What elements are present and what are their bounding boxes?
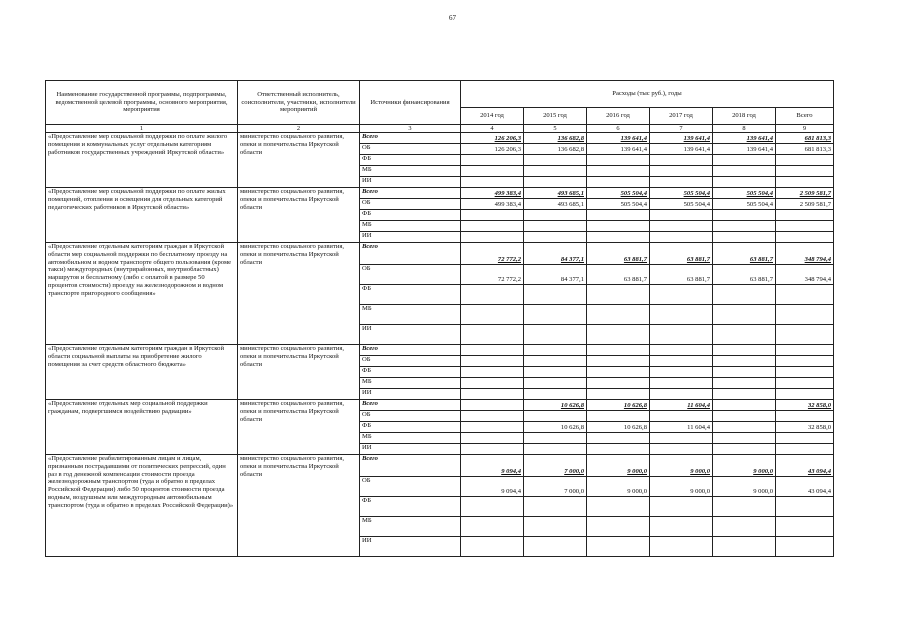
total-value: 43 094,4 — [776, 455, 834, 477]
year-value: 139 641,4 — [713, 133, 776, 144]
year-value: 505 504,4 — [587, 199, 650, 210]
measure-name: «Предоставление отдельным категориям граждан в Иркутской области мер социальной поддержки по бесплатному проезду на автомобильном и водном транспорте общего пользования (кроме такси) междугородных (внутрирайонных, внутриобластных) маршрутов и бесплатному (либо с оплатой в размере 50 процентов стоимости) проезду на железнодорожном и водном транспорте пригородного сообщения» — [46, 243, 238, 345]
header-year: 2018 год — [713, 108, 776, 125]
header-year: 2017 год — [650, 108, 713, 125]
year-value — [587, 389, 650, 400]
year-value — [461, 389, 524, 400]
year-value — [587, 497, 650, 517]
year-value — [650, 210, 713, 221]
total-value — [776, 210, 834, 221]
year-value — [713, 537, 776, 557]
year-value — [650, 221, 713, 232]
year-value — [587, 517, 650, 537]
year-value — [461, 433, 524, 444]
total-value: 681 813,3 — [776, 133, 834, 144]
year-value: 505 504,4 — [713, 188, 776, 199]
year-value — [650, 177, 713, 188]
year-value — [713, 325, 776, 345]
measure-name: «Предоставление отдельных мер социальной поддержки гражданам, подвергшимся воздействию радиации» — [46, 400, 238, 455]
table-body — [46, 133, 834, 557]
funding-source: МБ — [360, 166, 461, 177]
column-number: 8 — [713, 125, 776, 133]
year-value — [587, 232, 650, 243]
total-value — [776, 345, 834, 356]
year-value — [524, 177, 587, 188]
total-value — [776, 155, 834, 166]
year-value — [524, 378, 587, 389]
table-row — [46, 243, 834, 265]
year-value — [650, 389, 713, 400]
funding-source: Всего — [360, 243, 461, 265]
funding-source: МБ — [360, 305, 461, 325]
year-value: 139 641,4 — [587, 133, 650, 144]
year-value — [650, 356, 713, 367]
measure-name: «Предоставление мер социальной поддержки по оплате жилого помещения и коммунальных услуг отдельным категориям работников государственных учреждений Иркутской области» — [46, 133, 238, 188]
year-value — [524, 305, 587, 325]
funding-source: ИИ — [360, 389, 461, 400]
year-value: 11 604,4 — [650, 400, 713, 411]
year-value: 72 772,2 — [461, 243, 524, 265]
year-value — [713, 378, 776, 389]
column-number: 9 — [776, 125, 834, 133]
total-value: 681 813,3 — [776, 144, 834, 155]
year-value — [524, 537, 587, 557]
year-value: 505 504,4 — [650, 188, 713, 199]
year-value: 84 377,1 — [524, 265, 587, 285]
funding-source: ФБ — [360, 497, 461, 517]
funding-source: ФБ — [360, 367, 461, 378]
year-value — [587, 444, 650, 455]
year-value — [461, 367, 524, 378]
funding-source: ОБ — [360, 411, 461, 422]
total-value — [776, 221, 834, 232]
total-value — [776, 367, 834, 378]
funding-source: Всего — [360, 133, 461, 144]
year-value: 505 504,4 — [587, 188, 650, 199]
total-value — [776, 411, 834, 422]
year-value — [524, 444, 587, 455]
year-value — [650, 433, 713, 444]
year-value — [650, 517, 713, 537]
year-value — [461, 155, 524, 166]
year-value — [650, 537, 713, 557]
year-value: 63 881,7 — [650, 243, 713, 265]
year-value: 499 383,4 — [461, 199, 524, 210]
year-value — [650, 285, 713, 305]
funding-source: МБ — [360, 221, 461, 232]
column-number: 3 — [360, 125, 461, 133]
year-value — [524, 389, 587, 400]
year-value: 493 685,1 — [524, 188, 587, 199]
total-value: 2 509 581,7 — [776, 188, 834, 199]
year-value — [713, 389, 776, 400]
funding-source: ИИ — [360, 444, 461, 455]
year-value: 63 881,7 — [587, 265, 650, 285]
year-value — [524, 411, 587, 422]
year-value: 9 094,4 — [461, 477, 524, 497]
year-value — [713, 305, 776, 325]
year-value: 63 881,7 — [587, 243, 650, 265]
year-value — [713, 444, 776, 455]
measure-executor: министерство социального развития, опеки и попечительства Иркутской области — [238, 243, 360, 345]
year-value — [650, 155, 713, 166]
year-value — [461, 166, 524, 177]
total-value: 32 858,0 — [776, 400, 834, 411]
year-value: 10 626,8 — [587, 422, 650, 433]
year-value: 9 094,4 — [461, 455, 524, 477]
year-value: 139 641,4 — [650, 144, 713, 155]
year-value — [713, 356, 776, 367]
funding-source: ФБ — [360, 155, 461, 166]
column-number: 4 — [461, 125, 524, 133]
measure-name: «Предоставление мер социальной поддержки по оплате жилых помещений, отопления и освещения для отдельных категорий педагогических работников в Иркутской области» — [46, 188, 238, 243]
year-value — [587, 305, 650, 325]
measure-executor: министерство социального развития, опеки и попечительства Иркутской области — [238, 455, 360, 557]
table-row — [46, 188, 834, 199]
year-value — [587, 166, 650, 177]
year-value — [713, 433, 776, 444]
table-row — [46, 455, 834, 477]
funding-source: ОБ — [360, 477, 461, 497]
funding-source: ФБ — [360, 285, 461, 305]
year-value — [713, 345, 776, 356]
year-value — [524, 221, 587, 232]
year-value: 11 604,4 — [650, 422, 713, 433]
year-value — [650, 367, 713, 378]
year-value — [524, 356, 587, 367]
year-value — [524, 345, 587, 356]
year-value — [587, 367, 650, 378]
funding-source: Всего — [360, 188, 461, 199]
total-value — [776, 497, 834, 517]
year-value — [461, 411, 524, 422]
year-value — [524, 367, 587, 378]
total-value — [776, 232, 834, 243]
funding-source: Всего — [360, 455, 461, 477]
year-value: 9 000,0 — [713, 477, 776, 497]
year-value — [461, 378, 524, 389]
year-value — [587, 155, 650, 166]
table-row — [46, 133, 834, 144]
year-value — [524, 433, 587, 444]
year-value — [587, 177, 650, 188]
total-value — [776, 389, 834, 400]
funding-source: ИИ — [360, 537, 461, 557]
year-value: 7 000,0 — [524, 477, 587, 497]
year-value — [524, 325, 587, 345]
funding-source: Всего — [360, 400, 461, 411]
year-value — [461, 232, 524, 243]
funding-source: ОБ — [360, 199, 461, 210]
year-value: 9 000,0 — [587, 477, 650, 497]
year-value — [713, 497, 776, 517]
year-value — [587, 537, 650, 557]
year-value: 499 383,4 — [461, 188, 524, 199]
funding-source: ФБ — [360, 422, 461, 433]
funding-source: МБ — [360, 433, 461, 444]
year-value — [650, 166, 713, 177]
column-number: 7 — [650, 125, 713, 133]
year-value — [650, 378, 713, 389]
year-value — [713, 367, 776, 378]
year-value — [461, 517, 524, 537]
total-value — [776, 325, 834, 345]
year-value — [524, 285, 587, 305]
total-value — [776, 433, 834, 444]
funding-source: МБ — [360, 378, 461, 389]
year-value — [587, 378, 650, 389]
year-value: 505 504,4 — [713, 199, 776, 210]
total-value — [776, 378, 834, 389]
year-value — [713, 517, 776, 537]
header-year: 2014 год — [461, 108, 524, 125]
year-value: 126 206,3 — [461, 144, 524, 155]
year-value — [713, 177, 776, 188]
funding-source: ФБ — [360, 210, 461, 221]
total-value — [776, 285, 834, 305]
year-value — [461, 305, 524, 325]
year-value — [524, 166, 587, 177]
total-value: 2 509 581,7 — [776, 199, 834, 210]
funding-source: МБ — [360, 517, 461, 537]
year-value — [524, 517, 587, 537]
year-value: 136 682,8 — [524, 144, 587, 155]
column-number: 1 — [46, 125, 238, 133]
header-expenses: Расходы (тыс руб.), годы — [461, 81, 834, 108]
year-value: 139 641,4 — [587, 144, 650, 155]
year-value — [650, 411, 713, 422]
year-value — [524, 210, 587, 221]
header-name: Наименование государственной программы, подпрограммы, ведомственной целевой программы, основного мероприятия, мероприятия — [46, 81, 238, 125]
header-source: Источники финансирования — [360, 81, 461, 125]
year-value: 139 641,4 — [713, 144, 776, 155]
year-value — [524, 232, 587, 243]
year-value: 505 504,4 — [650, 199, 713, 210]
year-value: 139 641,4 — [650, 133, 713, 144]
year-value — [461, 422, 524, 433]
year-value — [461, 400, 524, 411]
year-value — [587, 345, 650, 356]
year-value — [587, 433, 650, 444]
year-value — [713, 166, 776, 177]
total-value — [776, 177, 834, 188]
year-value — [587, 221, 650, 232]
year-value — [524, 155, 587, 166]
year-value — [713, 411, 776, 422]
funding-source: Всего — [360, 345, 461, 356]
year-value — [524, 497, 587, 517]
year-value — [461, 325, 524, 345]
year-value: 9 000,0 — [650, 477, 713, 497]
year-value — [461, 345, 524, 356]
year-value — [461, 497, 524, 517]
year-value: 9 000,0 — [650, 455, 713, 477]
year-value — [713, 155, 776, 166]
total-value: 348 794,4 — [776, 265, 834, 285]
year-value — [461, 221, 524, 232]
measure-executor: министерство социального развития, опеки и попечительства Иркутской области — [238, 133, 360, 188]
year-value — [650, 345, 713, 356]
year-value — [713, 221, 776, 232]
funding-source: ИИ — [360, 232, 461, 243]
total-value — [776, 166, 834, 177]
year-value: 84 377,1 — [524, 243, 587, 265]
table-row — [46, 345, 834, 356]
year-value — [461, 356, 524, 367]
year-value — [713, 400, 776, 411]
funding-source: ОБ — [360, 356, 461, 367]
year-value — [650, 232, 713, 243]
table-row — [46, 400, 834, 411]
year-value — [587, 356, 650, 367]
column-number: 5 — [524, 125, 587, 133]
year-value — [713, 232, 776, 243]
year-value — [587, 411, 650, 422]
year-value: 72 772,2 — [461, 265, 524, 285]
total-value — [776, 517, 834, 537]
funding-source: ИИ — [360, 325, 461, 345]
measure-name: «Предоставление отдельным категориям граждан в Иркутской области социальной выплаты на приобретение жилого помещения за счет средств областного бюджета» — [46, 345, 238, 400]
year-value — [461, 210, 524, 221]
year-value: 126 206,3 — [461, 133, 524, 144]
year-value: 9 000,0 — [713, 455, 776, 477]
total-value: 43 094,4 — [776, 477, 834, 497]
header-executor: Ответственный исполнитель, соисполнители, участники, исполнители мероприятий — [238, 81, 360, 125]
measure-name: «Предоставление реабилитированным лицам и лицам, признанным пострадавшими от политических репрессий, один раз в год денежной компенсации стоимости проезда железнодорожным транспортом (туда и обратно в пределах Российской Федерации) либо 50 процентов стоимости проезда водным, воздушным или междугородным автомобильным транспортом (туда и обратно в пределах Российской Федерации)» — [46, 455, 238, 557]
column-number: 6 — [587, 125, 650, 133]
funding-source: ОБ — [360, 144, 461, 155]
year-value — [587, 210, 650, 221]
year-value — [461, 285, 524, 305]
total-value — [776, 537, 834, 557]
header-total: Всего — [776, 108, 834, 125]
year-value — [650, 325, 713, 345]
measure-executor: министерство социального развития, опеки и попечительства Иркутской области — [238, 345, 360, 400]
expenses-table — [45, 80, 834, 557]
year-value — [461, 444, 524, 455]
year-value — [650, 444, 713, 455]
total-value: 32 858,0 — [776, 422, 834, 433]
column-number: 2 — [238, 125, 360, 133]
year-value: 7 000,0 — [524, 455, 587, 477]
year-value: 493 685,1 — [524, 199, 587, 210]
header-year: 2015 год — [524, 108, 587, 125]
funding-source: ОБ — [360, 265, 461, 285]
year-value — [461, 177, 524, 188]
total-value — [776, 356, 834, 367]
total-value: 348 794,4 — [776, 243, 834, 265]
year-value: 10 626,8 — [587, 400, 650, 411]
year-value: 9 000,0 — [587, 455, 650, 477]
year-value — [461, 537, 524, 557]
measure-executor: министерство социального развития, опеки и попечительства Иркутской области — [238, 188, 360, 243]
year-value: 63 881,7 — [713, 265, 776, 285]
year-value — [713, 285, 776, 305]
year-value — [713, 422, 776, 433]
year-value: 63 881,7 — [713, 243, 776, 265]
year-value — [713, 210, 776, 221]
year-value — [650, 305, 713, 325]
year-value: 63 881,7 — [650, 265, 713, 285]
funding-source: ИИ — [360, 177, 461, 188]
header-year: 2016 год — [587, 108, 650, 125]
year-value — [587, 285, 650, 305]
year-value — [587, 325, 650, 345]
year-value: 136 682,8 — [524, 133, 587, 144]
total-value — [776, 444, 834, 455]
year-value: 10 626,8 — [524, 400, 587, 411]
year-value — [650, 497, 713, 517]
page-number: 67 — [449, 14, 456, 22]
total-value — [776, 305, 834, 325]
measure-executor: министерство социального развития, опеки и попечительства Иркутской области — [238, 400, 360, 455]
year-value: 10 626,8 — [524, 422, 587, 433]
